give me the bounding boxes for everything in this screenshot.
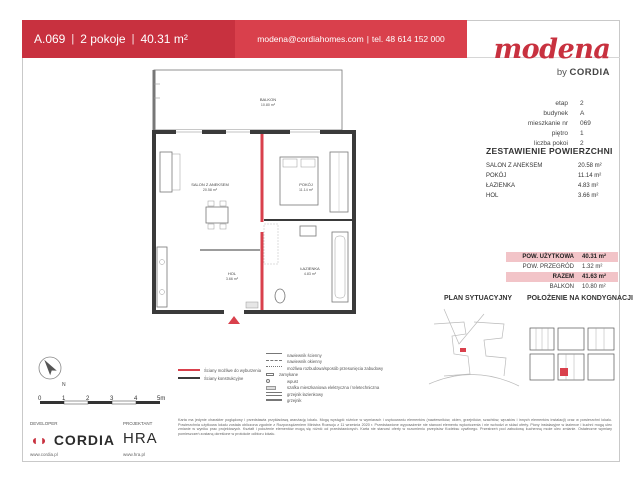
wall-legend (178, 366, 261, 382)
symbol-legend (266, 352, 383, 404)
room-name-pokoj: POKÓJ (299, 182, 313, 187)
bathtub (332, 232, 348, 302)
room-area-salon: 20.58 m² (202, 188, 218, 192)
room-name-hol: HOL (227, 271, 237, 276)
unit-info-table (486, 98, 618, 148)
room-area-balkon: 10.80 m² (260, 103, 276, 107)
area-totals (506, 252, 618, 292)
scale-label: 2 (86, 396, 90, 402)
area-list (486, 161, 618, 201)
room-count: 2 pokoje (80, 32, 126, 46)
info-row: piętro 1 (551, 129, 584, 137)
sofa (160, 152, 172, 192)
floor-plan (140, 62, 370, 342)
brand-wordmark: modena (493, 34, 611, 65)
brand-logo (488, 34, 616, 78)
washbasin (300, 226, 316, 236)
legend-row: możliwa rozbudowa/sposób przesunięcia zabudowy (266, 365, 383, 372)
info-row: etap 2 (555, 99, 584, 107)
scale-label: 3 (110, 396, 114, 402)
room-area-pokoj: 11.14 m² (299, 188, 313, 192)
separator: | (366, 34, 369, 44)
total-row: RAZEM 41.63 m² (506, 272, 618, 282)
unit-summary (22, 20, 235, 58)
room-name-salon: SALON Z ANEKSEM (191, 182, 229, 187)
unit-area: 40.31 m² (140, 32, 188, 46)
area-row: ŁAZIENKA 4.83 m² (486, 183, 599, 189)
scale-label: 1 (62, 396, 66, 402)
legend-row: wpust (266, 378, 383, 385)
electric-cabinet (246, 302, 258, 308)
developer-url[interactable]: www.cordia.pl (30, 452, 58, 457)
unit-number: A.069 (34, 32, 66, 46)
legend-row: grzejnik (266, 398, 383, 405)
info-row: budynek A (543, 109, 585, 117)
contact-phone[interactable]: tel. 48 614 152 000 (371, 34, 445, 44)
level-plan-title: POŁOŻENIE NA KONDYGNACJI (527, 295, 633, 302)
separator: | (131, 33, 135, 45)
balcony-outline (154, 70, 342, 130)
areas-title: ZESTAWIENIE POWIERZCHNI (486, 146, 613, 156)
kitchen-counter (157, 247, 167, 307)
developer-label: DEVELOPER (30, 421, 58, 426)
total-row: POW. UŻYTKOWA 40.31 m² (506, 252, 618, 262)
level-plan (526, 320, 618, 386)
designer-logo: HRA (123, 430, 158, 447)
scale-label: 5m (157, 396, 166, 402)
brand-byline: by CORDIA (556, 67, 610, 78)
bed (280, 157, 318, 205)
area-row: HOL 3.66 m² (486, 193, 599, 199)
separator: | (71, 33, 75, 45)
info-row: liczba pokoi 2 (534, 139, 584, 147)
area-row: POKÓJ 11.14 m² (486, 173, 602, 179)
legend-row: Ściany możliwe do wyburzenia (178, 366, 261, 374)
room-name-balkon: BALKON (259, 97, 277, 102)
scale-label: 4 (134, 396, 138, 402)
svg-text:N: N (62, 382, 66, 388)
legend-row: grzejnik łazienkowy (266, 391, 383, 398)
designer-label: PROJEKTANT (123, 421, 153, 426)
legend-row: nawiewnik ścienny (266, 352, 383, 359)
developer-logo: ◖◗ CORDIA (30, 432, 116, 448)
legend-row: zamykane (266, 372, 383, 379)
contact-bar (235, 20, 467, 58)
site-plan (424, 304, 524, 394)
toilet (275, 289, 285, 303)
legend-row: szafka mieszkaniowa elektryczna / teletechniczna (266, 385, 383, 392)
entrance-arrow-icon (228, 316, 240, 324)
room-area-hol: 3.66 m² (225, 277, 239, 281)
disclaimer-text: Karta ma jedynie charakter poglądowy i przedstawia przykładową aranżację lokalu. Mogą wystąpić różnice w wymiarach i usytuowaniu elementów (nawiewników, okien, grzejników, szachtów, wpustów i innych elementów instalacji) oraz w powierzchni lokalu. Powierzchnia użytkowa lokalu została obliczona zgodnie z Rozporządzeniem Ministra Rozwoju z 11 września 2020 r. Przedstawione wyposażenie nie stanowi elementu wykończenia i nie wchodzi w skład oferty. Piony instalacyjne w łazience i kuchni mogą ulec zmianie w wyniku prac projektowych. Kształt i położenie elementów mogą się różnić od przedstawionych. Karta nie stanowi oferty w rozumieniu przepisów Kodeksu cywilnego. Przestrzeń pod zabudowę kuchenną może ulec zmianie. Ostateczne wymiary pomieszczeń zostaną określone w protokole odbioru lokalu. (178, 418, 612, 436)
area-row: SALON Z ANEKSEM 20.58 m² (486, 163, 602, 169)
north-arrow-icon (36, 352, 68, 388)
room-area-lazienka: 4.83 m² (303, 272, 317, 276)
legend-row: nawiewnik okienny (266, 359, 383, 366)
scale-label: 0 (38, 396, 42, 402)
contact-email[interactable]: modena@cordiahomes.com (257, 34, 364, 44)
site-plan-title: PLAN SYTUACYJNY (444, 295, 513, 302)
legend-row: Ściany konstrukcyjne (178, 374, 261, 382)
designer-url[interactable]: www.hra.pl (123, 452, 146, 457)
outer-wall (154, 132, 354, 312)
brand-company: CORDIA (569, 67, 610, 78)
total-row: BALKON 10.80 m² (549, 284, 606, 290)
dining-table (206, 207, 228, 223)
total-row: POW. PRZEGRÓD 1.32 m² (522, 264, 603, 270)
info-row: mieszkanie nr 069 (527, 119, 591, 127)
room-name-lazienka: ŁAZIENKA (300, 266, 320, 271)
